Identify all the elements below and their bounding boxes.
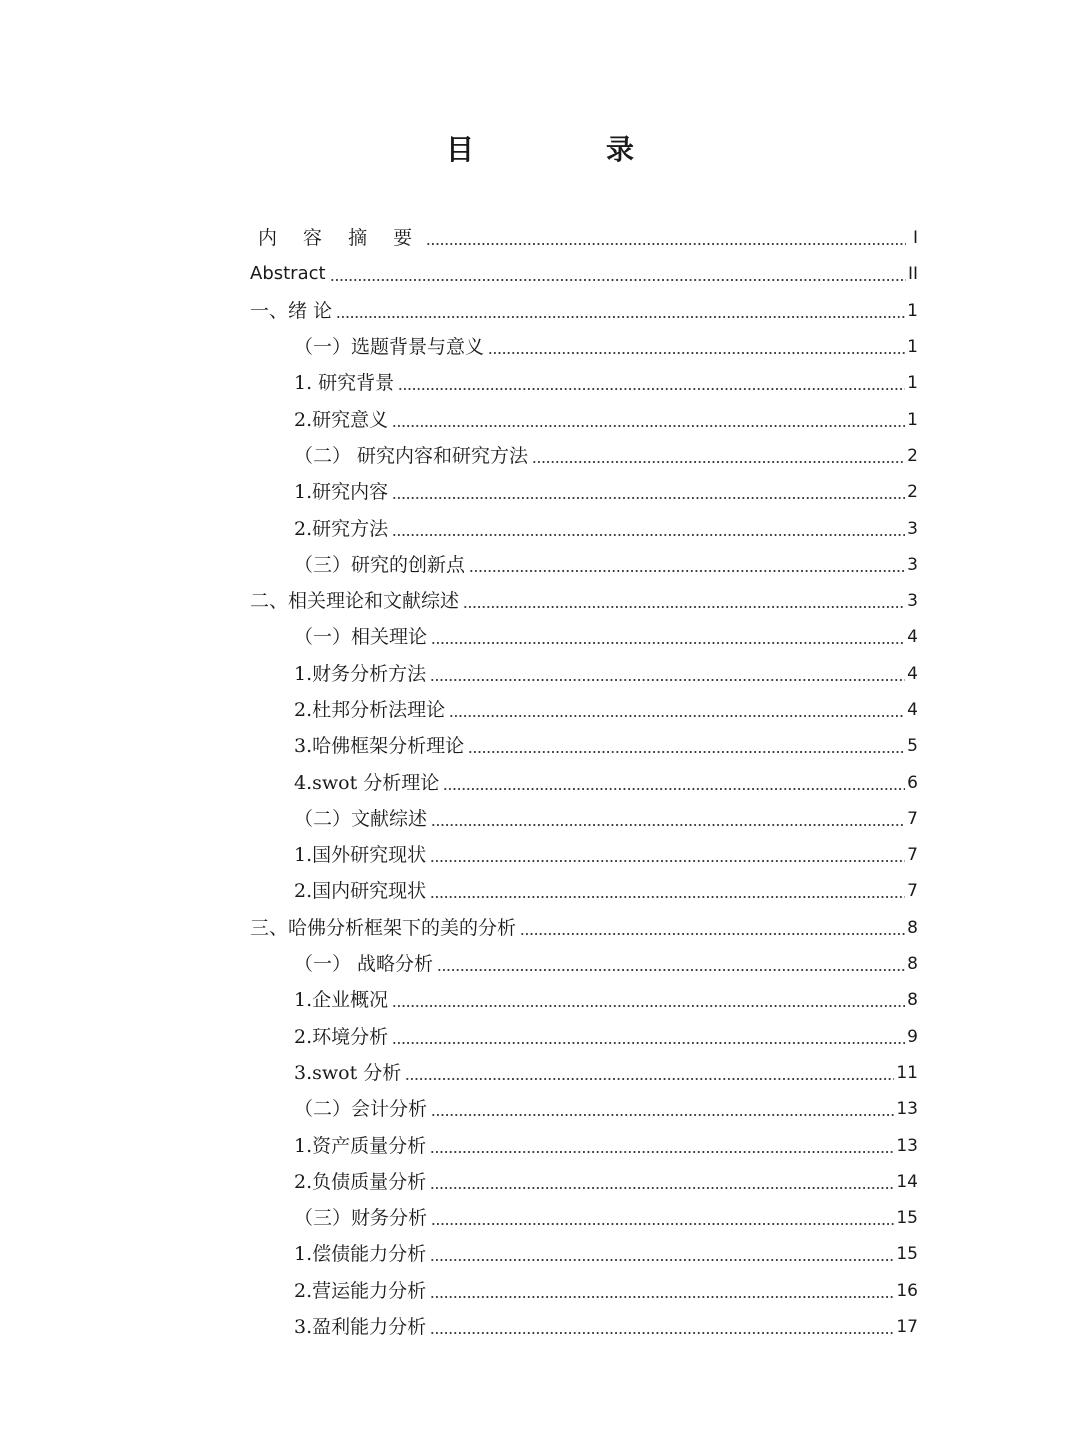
toc-entry[interactable] xyxy=(250,1200,918,1236)
toc-entry-label: 三、哈佛分析框架下的美的分析 xyxy=(250,916,517,939)
toc-entry[interactable] xyxy=(250,438,918,474)
toc-entry[interactable] xyxy=(250,1273,918,1309)
toc-entry[interactable] xyxy=(250,1091,918,1127)
toc-entry[interactable] xyxy=(250,293,918,329)
toc-entry-label: Abstract xyxy=(250,263,326,285)
toc-entry-page-number: 3 xyxy=(907,591,918,612)
toc-entry-label: 4.swot 分析理论 xyxy=(294,771,440,794)
toc-entry[interactable] xyxy=(250,692,918,728)
dot-leader xyxy=(488,335,905,359)
dot-leader xyxy=(520,916,905,940)
dot-leader xyxy=(443,771,905,795)
toc-entry-label: 1.偿债能力分析 xyxy=(294,1243,427,1266)
toc-entry-label: 1.企业概况 xyxy=(294,989,389,1012)
toc-entry-page-number: 3 xyxy=(907,518,918,539)
dot-leader xyxy=(469,553,905,577)
toc-entry[interactable] xyxy=(250,365,918,401)
toc-entry-page-number: 11 xyxy=(896,1062,918,1083)
toc-entry-page-number: 8 xyxy=(907,990,918,1011)
toc-entry-label: （二） 研究内容和研究方法 xyxy=(294,444,529,467)
toc-entry[interactable] xyxy=(250,329,918,365)
dot-leader xyxy=(431,1206,894,1230)
dot-leader xyxy=(468,734,905,758)
toc-entry-page-number: 2 xyxy=(907,445,918,466)
dot-leader xyxy=(431,807,905,831)
table-of-contents xyxy=(250,220,918,1345)
dot-leader xyxy=(430,879,905,903)
toc-entry-label: 1.资产质量分析 xyxy=(294,1134,427,1157)
toc-entry-label: 1.国外研究现状 xyxy=(294,844,427,867)
dot-leader xyxy=(392,517,905,541)
toc-entry[interactable] xyxy=(250,547,918,583)
toc-entry-page-number: II xyxy=(907,264,918,285)
toc-entry-label: 1. 研究背景 xyxy=(294,372,395,395)
toc-entry-page-number: 7 xyxy=(907,808,918,829)
toc-entry[interactable] xyxy=(250,910,918,946)
toc-entry-label: 2.国内研究现状 xyxy=(294,880,427,903)
dot-leader xyxy=(430,1242,894,1266)
toc-entry-page-number: 16 xyxy=(896,1280,918,1301)
dot-leader xyxy=(392,1025,905,1049)
dot-leader xyxy=(405,1061,894,1085)
toc-entry-label: （一）相关理论 xyxy=(294,626,428,649)
toc-entry-label: 1.研究内容 xyxy=(294,481,389,504)
toc-entry-page-number: 15 xyxy=(896,1244,918,1265)
toc-entry-page-number: 6 xyxy=(907,772,918,793)
toc-entry-page-number: 13 xyxy=(896,1135,918,1156)
dot-leader xyxy=(336,299,905,323)
dot-leader xyxy=(398,371,905,395)
dot-leader xyxy=(430,843,905,867)
toc-entry-label: （三）财务分析 xyxy=(294,1207,428,1230)
toc-entry-page-number: 3 xyxy=(907,554,918,575)
toc-entry-page-number: 9 xyxy=(907,1026,918,1047)
dot-leader xyxy=(426,226,906,250)
toc-entry-label: 内 容 摘 要 xyxy=(258,227,423,250)
dot-leader xyxy=(437,952,905,976)
dot-leader xyxy=(430,1134,894,1158)
toc-entry[interactable] xyxy=(250,1236,918,1272)
dot-leader xyxy=(449,698,905,722)
toc-entry[interactable] xyxy=(250,401,918,437)
toc-entry-page-number: 17 xyxy=(896,1317,918,1338)
dot-leader xyxy=(532,444,905,468)
toc-entry[interactable] xyxy=(250,801,918,837)
dot-leader xyxy=(430,662,905,686)
toc-entry-label: 2.研究意义 xyxy=(294,408,389,431)
toc-entry-page-number: 1 xyxy=(907,409,918,430)
toc-entry[interactable] xyxy=(250,474,918,510)
toc-entry[interactable] xyxy=(250,1309,918,1345)
toc-entry-label: （二）文献综述 xyxy=(294,807,428,830)
toc-entry[interactable] xyxy=(250,510,918,546)
toc-entry-page-number: 2 xyxy=(907,482,918,503)
toc-entry[interactable] xyxy=(250,837,918,873)
toc-entry-page-number: I xyxy=(912,228,918,249)
toc-entry[interactable] xyxy=(250,256,918,292)
toc-entry[interactable] xyxy=(250,728,918,764)
toc-entry-page-number: 8 xyxy=(907,917,918,938)
dot-leader xyxy=(463,589,905,613)
toc-entry[interactable] xyxy=(250,1055,918,1091)
toc-entry[interactable] xyxy=(250,1019,918,1055)
toc-entry[interactable] xyxy=(250,764,918,800)
toc-entry-page-number: 5 xyxy=(907,736,918,757)
toc-entry[interactable] xyxy=(250,946,918,982)
dot-leader xyxy=(392,480,905,504)
toc-entry-page-number: 8 xyxy=(907,954,918,975)
dot-leader xyxy=(431,625,905,649)
toc-entry-page-number: 1 xyxy=(907,300,918,321)
toc-entry-label: 一、绪 论 xyxy=(250,299,333,322)
toc-entry-page-number: 7 xyxy=(907,881,918,902)
toc-entry-label: 2.研究方法 xyxy=(294,517,389,540)
toc-entry-page-number: 15 xyxy=(896,1208,918,1229)
toc-entry-page-number: 4 xyxy=(907,700,918,720)
dot-leader xyxy=(392,988,905,1012)
toc-entry[interactable] xyxy=(250,220,918,256)
toc-entry-label: 2.营运能力分析 xyxy=(294,1279,427,1302)
dot-leader xyxy=(431,1097,894,1121)
toc-entry-page-number: 7 xyxy=(907,845,918,866)
toc-entry-label: 1.财务分析方法 xyxy=(294,662,427,685)
page-title: 目 录 xyxy=(445,133,686,166)
toc-entry-label: （一） 战略分析 xyxy=(294,953,434,976)
toc-entry-page-number: 13 xyxy=(896,1099,918,1120)
dot-leader xyxy=(430,1279,894,1303)
dot-leader xyxy=(330,262,906,286)
toc-entry[interactable] xyxy=(250,619,918,655)
toc-entry-page-number: 4 xyxy=(907,663,918,684)
toc-entry-page-number: 1 xyxy=(907,373,918,394)
toc-entry-label: 2.环境分析 xyxy=(294,1025,389,1048)
toc-entry-label: 2.负债质量分析 xyxy=(294,1170,427,1193)
toc-entry-label: 3.swot 分析 xyxy=(294,1061,402,1084)
toc-entry[interactable] xyxy=(250,982,918,1018)
toc-entry[interactable] xyxy=(250,583,918,619)
toc-entry-label: （二）会计分析 xyxy=(294,1098,428,1121)
toc-entry-label: （三）研究的创新点 xyxy=(294,553,466,576)
toc-entry[interactable] xyxy=(250,1127,918,1163)
dot-leader xyxy=(392,408,905,432)
toc-entry[interactable] xyxy=(250,656,918,692)
dot-leader xyxy=(430,1170,894,1194)
dot-leader xyxy=(430,1315,894,1339)
toc-entry[interactable] xyxy=(250,873,918,909)
toc-entry-label: 3.哈佛框架分析理论 xyxy=(294,735,465,758)
toc-entry[interactable] xyxy=(250,1164,918,1200)
toc-entry-label: 3.盈利能力分析 xyxy=(294,1316,427,1339)
toc-entry-page-number: 1 xyxy=(907,337,918,358)
toc-entry-label: （一）选题背景与意义 xyxy=(294,336,485,359)
toc-entry-page-number: 14 xyxy=(896,1171,918,1192)
toc-entry-label: 2.杜邦分析法理论 xyxy=(294,699,446,721)
toc-entry-page-number: 4 xyxy=(907,627,918,648)
toc-entry-label: 二、相关理论和文献综述 xyxy=(250,590,460,613)
